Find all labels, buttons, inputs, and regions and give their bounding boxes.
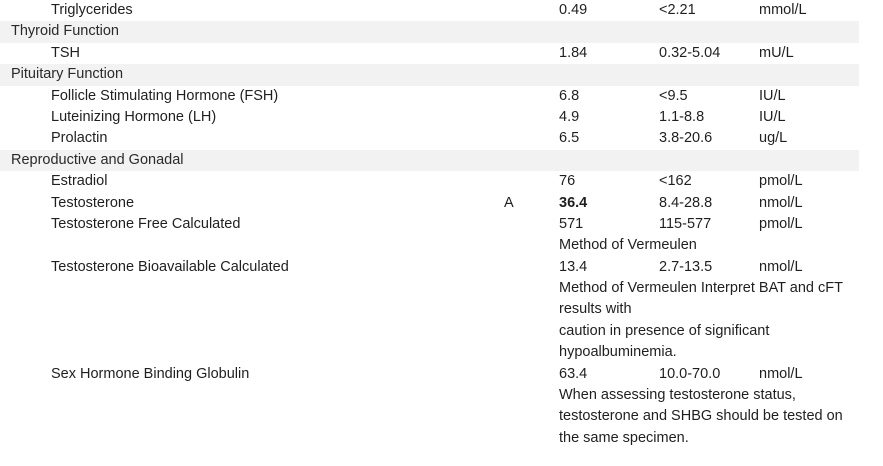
comment-row — [0, 299, 883, 320]
test-name: TSH — [51, 44, 80, 61]
test-result: 571 — [559, 215, 584, 232]
test-name: Luteinizing Hormone (LH) — [51, 108, 217, 125]
comment-row — [0, 235, 883, 256]
test-row — [0, 364, 883, 385]
test-unit: IU/L — [759, 87, 786, 104]
reference-range: <9.5 — [659, 87, 688, 104]
reference-range: 3.8-20.6 — [659, 130, 713, 147]
test-unit: nmol/L — [759, 365, 803, 382]
reference-range: 115-577 — [659, 215, 712, 232]
result-comment: Method of Vermeulen — [559, 237, 697, 254]
test-result: 6.8 — [559, 87, 580, 104]
test-name: Testosterone Free Calculated — [51, 215, 241, 232]
test-unit: nmol/L — [759, 258, 803, 275]
reference-range: <2.21 — [659, 2, 696, 18]
test-row — [0, 86, 883, 107]
result-comment: When assessing testosterone status, — [559, 387, 796, 404]
test-row — [0, 0, 883, 21]
comment-row — [0, 406, 883, 427]
test-unit: mmol/L — [759, 2, 807, 18]
test-unit: nmol/L — [759, 194, 803, 211]
test-name: Testosterone — [51, 194, 135, 211]
test-row — [0, 171, 883, 192]
result-comment: caution in presence of significant — [559, 322, 770, 339]
test-result: 13.4 — [559, 258, 588, 275]
test-name: Follicle Stimulating Hormone (FSH) — [51, 87, 279, 104]
test-row — [0, 43, 883, 64]
comment-row — [0, 342, 883, 363]
test-row — [0, 193, 883, 214]
comment-row — [0, 278, 883, 299]
test-row — [0, 214, 883, 235]
reference-range: <162 — [659, 173, 692, 190]
reference-range: 1.1-8.8 — [659, 108, 705, 125]
comment-row — [0, 428, 883, 449]
test-result: 76 — [559, 173, 576, 190]
section-title: Reproductive and Gonadal — [11, 151, 184, 168]
test-result: 4.9 — [559, 108, 580, 125]
section-header — [0, 64, 859, 85]
reference-range: 2.7-13.5 — [659, 258, 713, 275]
test-name: Estradiol — [51, 173, 108, 190]
test-result: 6.5 — [559, 130, 580, 147]
test-name: Triglycerides — [51, 2, 133, 18]
section-header — [0, 150, 859, 171]
reference-range: 0.32-5.04 — [659, 44, 721, 61]
section-header — [0, 21, 859, 42]
section-title: Thyroid Function — [11, 23, 119, 40]
reference-range: 8.4-28.8 — [659, 194, 713, 211]
test-result: 1.84 — [559, 44, 588, 61]
result-comment: Method of Vermeulen Interpret BAT and cFT — [559, 280, 843, 297]
test-row — [0, 257, 883, 278]
result-comment: hypoalbuminemia. — [559, 344, 677, 361]
test-row — [0, 128, 883, 149]
reference-range: 10.0-70.0 — [659, 365, 721, 382]
comment-row — [0, 385, 883, 406]
test-unit: mU/L — [759, 44, 794, 61]
result-comment: testosterone and SHBG should be tested on — [559, 408, 843, 425]
test-unit: pmol/L — [759, 173, 803, 190]
test-result: 0.49 — [559, 2, 588, 18]
test-unit: pmol/L — [759, 215, 803, 232]
result-comment: the same specimen. — [559, 429, 689, 446]
test-unit: IU/L — [759, 108, 786, 125]
section-title: Pituitary Function — [11, 66, 124, 83]
test-name: Sex Hormone Binding Globulin — [51, 365, 250, 382]
test-unit: ug/L — [759, 130, 788, 147]
test-result: 63.4 — [559, 365, 588, 382]
test-row — [0, 107, 883, 128]
result-comment: results with — [559, 301, 632, 318]
test-result: 36.4 — [559, 194, 588, 211]
test-name: Prolactin — [51, 130, 108, 147]
test-name: Testosterone Bioavailable Calculated — [51, 258, 289, 275]
comment-row — [0, 321, 883, 342]
abnormal-flag: A — [504, 194, 514, 211]
